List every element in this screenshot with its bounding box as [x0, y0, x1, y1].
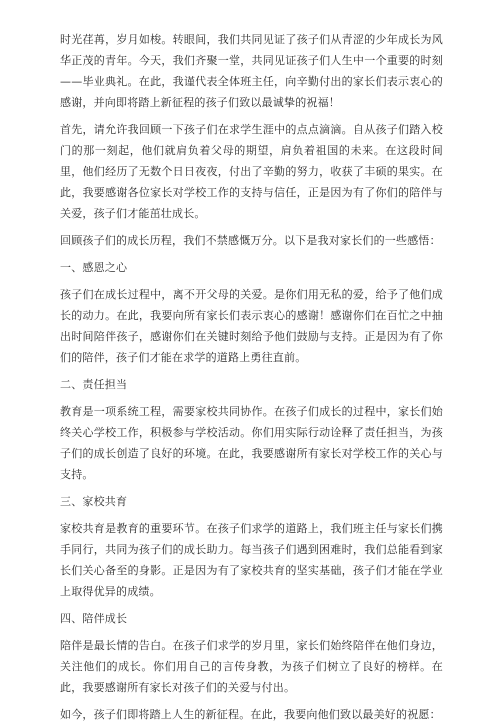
- closing-paragraph: 如今，孩子们即将踏上人生的新征程。在此，我要向他们致以最美好的祝愿：: [60, 708, 441, 721]
- home-school-paragraph: 家校共育是教育的重要环节。在孩子们求学的道路上，我们班主任与家长们携手同行，共同为孩子们的成长助力。每当孩子们遇到困难时，我们总能看到家长们关心备至的身影。正是因为有了家校共育的坚实基础，孩子们才能在学业上取得优异的成绩。: [60, 522, 443, 598]
- responsibility-paragraph: 教育是一项系统工程，需要家校共同协作。在孩子们成长的过程中，家长们始终关心学校工作，积极参与学校活动。你们用实际行动诠释了责任担当，为孩子们的成长创造了良好的环境。在此，我要感谢所有家长对学校工作的关心与支持。: [60, 405, 443, 481]
- intro-paragraph: 时光荏苒，岁月如梭。转眼间，我们共同见证了孩子们从青涩的少年成长为风华正茂的青年。今天，我们齐聚一堂，共同见证孩子们人生中一个重要的时刻——毕业典礼。在此，我谨代表全体班主任，向辛勤付出的家长们表示衷心的感谢，并向即将踏上新征程的孩子们致以最诚挚的祝福！: [60, 33, 443, 109]
- section-heading-companionship: 四、陪伴成长: [60, 612, 128, 625]
- review-paragraph: 首先，请允许我回顾一下孩子们在求学生涯中的点点滴滴。自从孩子们踏入校门的那一刻起，他们就肩负着父母的期望，肩负着祖国的未来。在这段时间里，他们经历了无数个日日夜夜，付出了辛勤的努力，收获了丰硕的果实。在此，我要感谢各位家长对学校工作的支持与信任，正是因为有了你们的陪伴与关爱，孩子们才能茁壮成长。: [60, 123, 443, 220]
- section-heading-home-school: 三、家校共育: [60, 495, 128, 508]
- companionship-paragraph: 陪伴是最长情的告白。在孩子们求学的岁月里，家长们始终陪伴在他们身边，关注他们的成长。你们用自己的言传身教，为孩子们树立了良好的榜样。在此，我要感谢所有家长对孩子们的关爱与付出。: [60, 639, 443, 694]
- reflection-intro-paragraph: 回顾孩子们的成长历程，我们不禁感慨万分。以下是我对家长们的一些感悟：: [60, 234, 441, 247]
- gratitude-paragraph: 孩子们在成长过程中，离不开父母的关爱。是你们用无私的爱，给予了他们成长的动力。在此，我要向所有家长们表示衷心的感谢！感谢你们在百忙之中抽出时间陪伴孩子，感谢你们在关键时刻给予他们鼓励与支持。正是因为有了你们的陪伴，孩子们才能在求学的道路上勇往直前。: [60, 288, 443, 364]
- section-heading-gratitude: 一、感恩之心: [60, 261, 128, 274]
- section-heading-responsibility: 二、责任担当: [60, 378, 128, 391]
